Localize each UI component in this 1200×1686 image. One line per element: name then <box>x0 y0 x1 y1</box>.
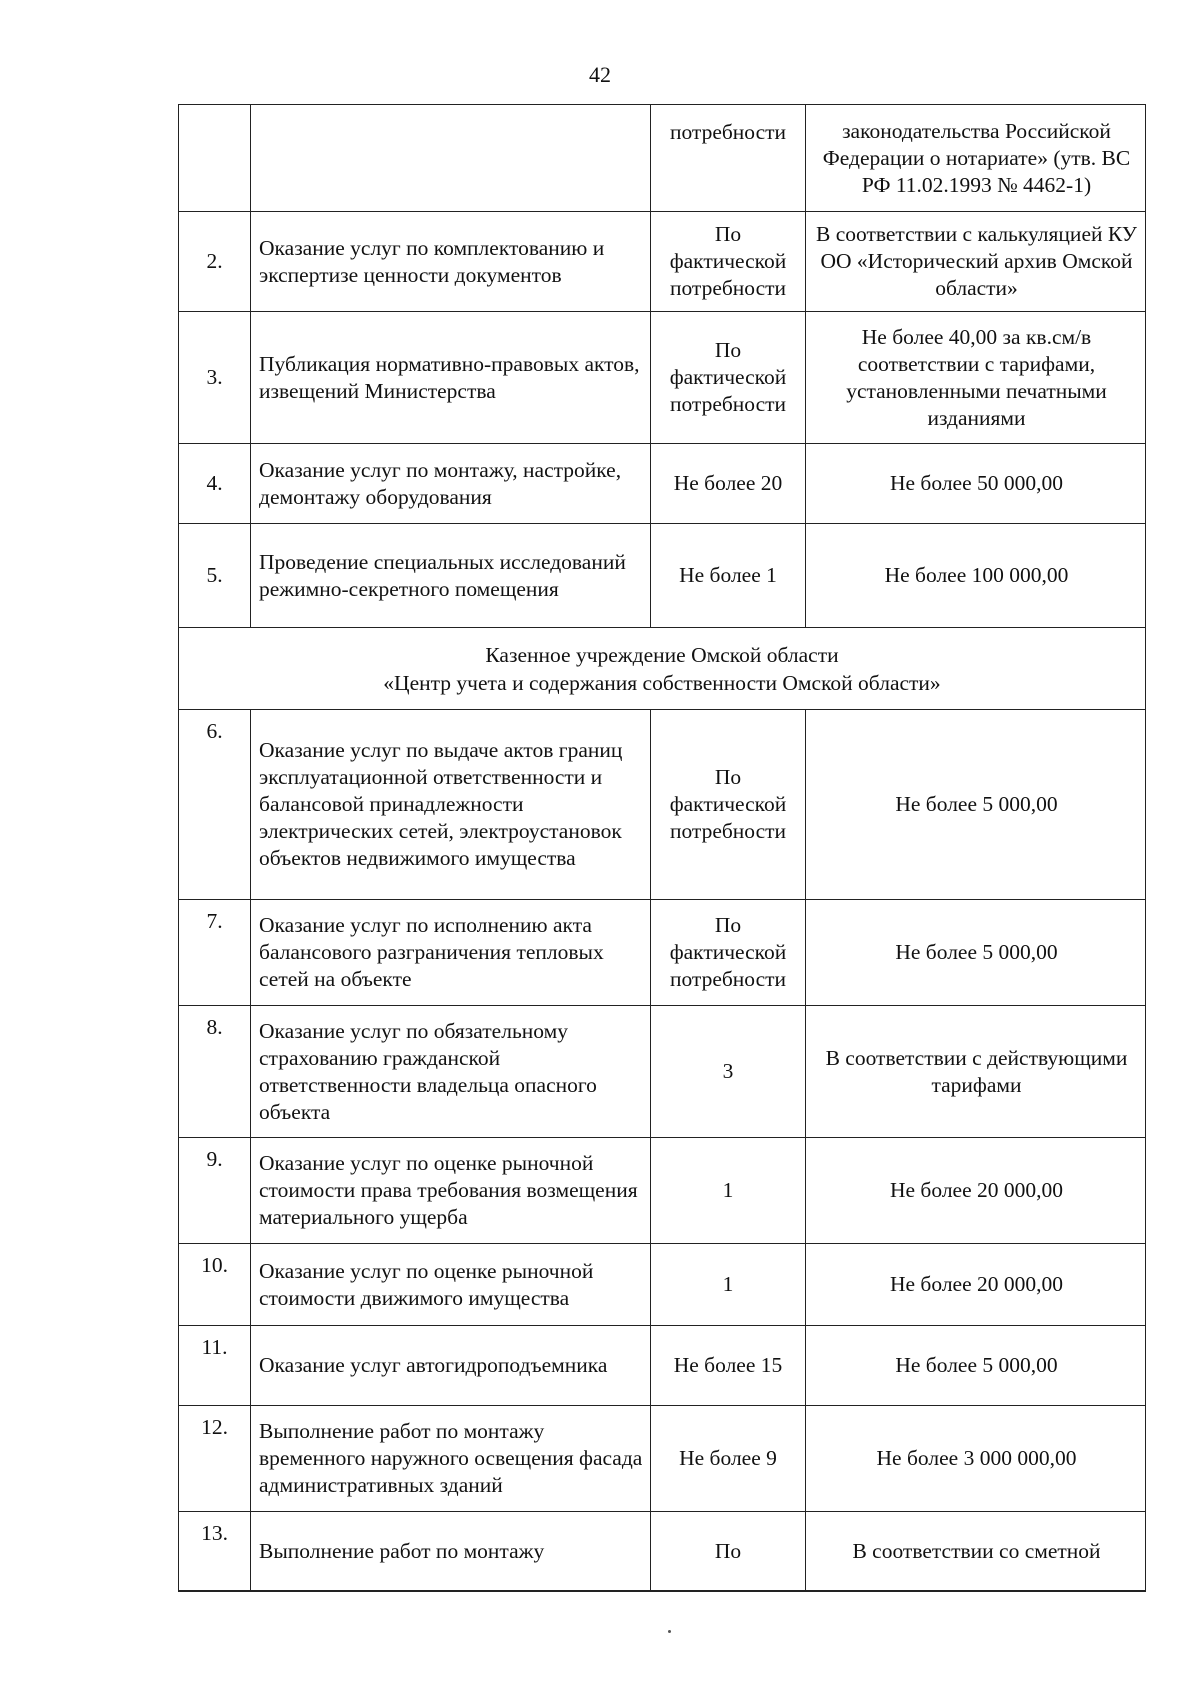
service-name: Оказание услуг автогидроподъемника <box>251 1326 651 1405</box>
service-quantity: Не более 20 <box>651 444 806 523</box>
service-name: Оказание услуг по исполнению акта балансового разграничения тепловых сетей на объекте <box>251 900 651 1005</box>
table-row <box>178 1512 1146 1592</box>
table-row <box>178 1006 1146 1138</box>
service-name: Оказание услуг по оценке рыночной стоимости права требования возмещения материального ущерба <box>251 1138 651 1243</box>
service-quantity: 1 <box>651 1138 806 1243</box>
service-quantity: Не более 9 <box>651 1406 806 1511</box>
service-quantity: По фактической потребности <box>651 900 806 1005</box>
service-name: Проведение специальных исследований режимно-секретного помещения <box>251 524 651 627</box>
table-row <box>178 212 1146 312</box>
row-number: 8. <box>179 1006 251 1137</box>
row-number: 4. <box>179 444 251 523</box>
service-quantity: По фактической потребности <box>651 212 806 311</box>
row-number: 2. <box>179 212 251 311</box>
table-row <box>178 1326 1146 1406</box>
row-number: 11. <box>179 1326 251 1405</box>
services-table <box>178 104 1146 1592</box>
service-price: Не более 5 000,00 <box>895 792 1058 816</box>
table-row <box>178 900 1146 1006</box>
table-row <box>178 312 1146 444</box>
service-quantity: По фактической потребности <box>651 312 806 443</box>
service-name: Оказание услуг по монтажу, настройке, демонтажу оборудования <box>251 444 651 523</box>
table-row <box>178 710 1146 900</box>
scan-speck <box>668 1630 671 1633</box>
service-quantity: По <box>651 1512 806 1590</box>
section-title-line-2: «Центр учета и содержания собственности Омской области» <box>383 670 941 695</box>
service-name: Оказание услуг по оценке рыночной стоимости движимого имущества <box>251 1244 651 1325</box>
row-number: 10. <box>179 1244 251 1325</box>
service-price: Не более 100 000,00 <box>884 563 1069 587</box>
service-price: Не более 5 000,00 <box>895 1353 1058 1377</box>
service-name: Публикация нормативно-правовых актов, извещений Министерства <box>251 312 651 443</box>
service-name: Оказание услуг по обязательному страхованию гражданской ответственности владельца опасного объекта <box>251 1006 651 1137</box>
table-row <box>178 444 1146 524</box>
service-name: Оказание услуг по комплектованию и экспертизе ценности документов <box>251 212 651 311</box>
row-number: 7. <box>179 900 251 1005</box>
row-number: 6. <box>179 710 251 899</box>
row-number: 12. <box>179 1406 251 1511</box>
service-price: Не более 20 000,00 <box>889 1178 1064 1202</box>
service-name: Выполнение работ по монтажу временного наружного освещения фасада административных зданий <box>251 1406 651 1511</box>
service-quantity: По фактической потребности <box>651 710 806 899</box>
service-price: Не более 20 000,00 <box>889 1272 1064 1296</box>
table-row <box>178 1138 1146 1244</box>
service-quantity: 3 <box>651 1006 806 1137</box>
service-price: Не более 50 000,00 <box>889 471 1064 495</box>
service-quantity: Не более 1 <box>651 524 806 627</box>
section-title-line-1: Казенное учреждение Омской области <box>485 642 839 667</box>
service-quantity: потребности <box>651 105 806 211</box>
table-row <box>178 1406 1146 1512</box>
row-number: 9. <box>179 1138 251 1243</box>
service-name <box>251 105 651 211</box>
service-price: Не более 40,00 за кв.см/в соответствии с тарифами, установленными печатными изданиями <box>846 324 1107 430</box>
table-row <box>178 1244 1146 1326</box>
service-quantity: Не более 15 <box>651 1326 806 1405</box>
row-number <box>179 105 251 211</box>
row-number: 3. <box>179 312 251 443</box>
table-row <box>178 524 1146 628</box>
service-price: Не более 5 000,00 <box>895 940 1058 964</box>
service-price: законодательства Российской Федерации о нотариате» (утв. ВС РФ 11.02.1993 № 4462-1) <box>822 118 1131 197</box>
service-name: Выполнение работ по монтажу <box>251 1512 651 1590</box>
service-quantity: 1 <box>651 1244 806 1325</box>
service-price: В соответствии с действующими тарифами <box>825 1045 1128 1097</box>
section-header <box>178 628 1146 710</box>
row-number: 13. <box>179 1512 251 1590</box>
page-number: 42 <box>589 62 611 87</box>
table-row <box>178 104 1146 212</box>
service-name: Оказание услуг по выдаче актов границ эксплуатационной ответственности и балансовой принадлежности электрических сетей, электроустановок объектов недвижимого имущества <box>251 710 651 899</box>
service-price: В соответствии с калькуляцией КУ ОО «Исторический архив Омской области» <box>815 222 1137 300</box>
row-number: 5. <box>179 524 251 627</box>
service-price: Не более 3 000 000,00 <box>876 1446 1077 1470</box>
service-price: В соответствии со сметной <box>852 1538 1101 1563</box>
